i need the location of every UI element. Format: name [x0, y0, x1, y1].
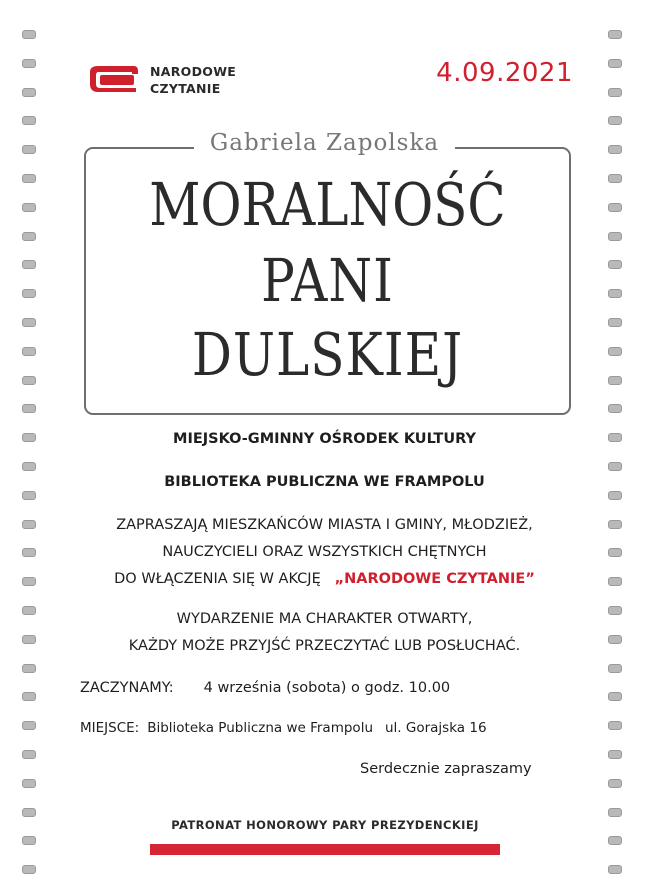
perforation-hole — [608, 808, 622, 817]
closing-greeting: Serdecznie zapraszamy — [360, 761, 532, 777]
perforation-hole — [22, 721, 36, 730]
invitation-line-3 — [0, 571, 649, 587]
perforation-hole — [608, 116, 622, 125]
start-info — [80, 680, 450, 696]
perforation-hole — [22, 404, 36, 413]
logo-text — [150, 63, 236, 97]
perforation-hole — [608, 491, 622, 500]
perforation-hole — [22, 779, 36, 788]
start-value: 4 września (sobota) o godz. 10.00 — [203, 680, 451, 696]
perforation-hole — [608, 865, 622, 874]
event-date: 4.09.2021 — [436, 58, 573, 88]
perforation-hole — [22, 59, 36, 68]
perforation-hole — [22, 376, 36, 385]
perforation-hole — [608, 203, 622, 212]
perforation-hole — [608, 232, 622, 241]
perforation-hole — [608, 750, 622, 759]
perforation-hole — [608, 779, 622, 788]
perforation-hole — [22, 174, 36, 183]
perforation-hole — [608, 721, 622, 730]
perforation-hole — [22, 808, 36, 817]
perforation-hole — [22, 750, 36, 759]
patronage-red-bar — [150, 844, 500, 855]
perforation-hole — [22, 318, 36, 327]
narodowe-czytanie-book-icon — [86, 60, 140, 96]
perforation-hole — [608, 59, 622, 68]
invitation-line-3-prefix: DO WŁĄCZENIA SIĘ W AKCJĘ — [114, 571, 321, 587]
perforation-hole — [22, 664, 36, 673]
organizer-2: BIBLIOTEKA PUBLICZNA WE FRAMPOLU — [164, 474, 485, 490]
organizer-1: MIEJSKO-GMINNY OŚRODEK KULTURY — [173, 431, 476, 447]
perforation-hole — [608, 318, 622, 327]
perforation-hole — [22, 491, 36, 500]
perforation-hole — [22, 692, 36, 701]
place-label: MIEJSCE: — [80, 720, 140, 736]
place-street: ul. Gorajska 16 — [385, 720, 487, 736]
perforation-hole — [22, 30, 36, 39]
perforation-hole — [608, 404, 622, 413]
perforation-hole — [22, 260, 36, 269]
start-label: ZACZYNAMY: — [80, 680, 174, 696]
patronage-text: PATRONAT HONOROWY PARY PREZYDENCKIEJ — [171, 818, 479, 832]
perforation-hole — [22, 289, 36, 298]
perforation-hole — [22, 203, 36, 212]
author-name-wrapper — [0, 130, 649, 156]
perforation-hole — [608, 376, 622, 385]
perforation-hole — [22, 865, 36, 874]
perforation-hole — [608, 174, 622, 183]
logo-line-2: CZYTANIE — [150, 81, 221, 96]
perforation-hole — [608, 289, 622, 298]
book-title-line-3: DULSKIEJ — [191, 320, 464, 390]
book-title-line-1: MORALNOŚĆ — [149, 170, 506, 240]
perforation-hole — [22, 347, 36, 356]
perforation-hole — [22, 836, 36, 845]
invitation-line-1: ZAPRASZAJĄ MIESZKAŃCÓW MIASTA I GMINY, MŁODZIEŻ, — [116, 517, 533, 533]
perforation-hole — [608, 347, 622, 356]
perforation-hole — [608, 88, 622, 97]
place-info — [80, 720, 487, 736]
event-note-line-2: KAŻDY MOŻE PRZYJŚĆ PRZECZYTAĆ LUB POSŁUCHAĆ. — [128, 638, 521, 654]
event-note-line-1: WYDARZENIE MA CHARAKTER OTWARTY, — [176, 611, 473, 627]
perforation-hole — [608, 836, 622, 845]
perforation-hole — [22, 116, 36, 125]
perforation-hole — [608, 664, 622, 673]
logo-line-1: NARODOWE — [150, 64, 237, 79]
perforation-hole — [22, 232, 36, 241]
perforation-hole — [22, 462, 36, 471]
place-value: Biblioteka Publiczna we Frampolu — [147, 720, 373, 736]
perforation-hole — [608, 692, 622, 701]
perforation-hole — [608, 30, 622, 39]
author-name: Gabriela Zapolska — [194, 130, 455, 156]
invitation-line-2: NAUCZYCIELI ORAZ WSZYSTKICH CHĘTNYCH — [162, 544, 487, 560]
perforation-hole — [608, 260, 622, 269]
perforation-hole — [608, 462, 622, 471]
campaign-name-highlight: „NARODOWE CZYTANIE” — [334, 571, 535, 587]
book-title-line-2: PANI — [261, 246, 394, 316]
perforation-hole — [22, 88, 36, 97]
